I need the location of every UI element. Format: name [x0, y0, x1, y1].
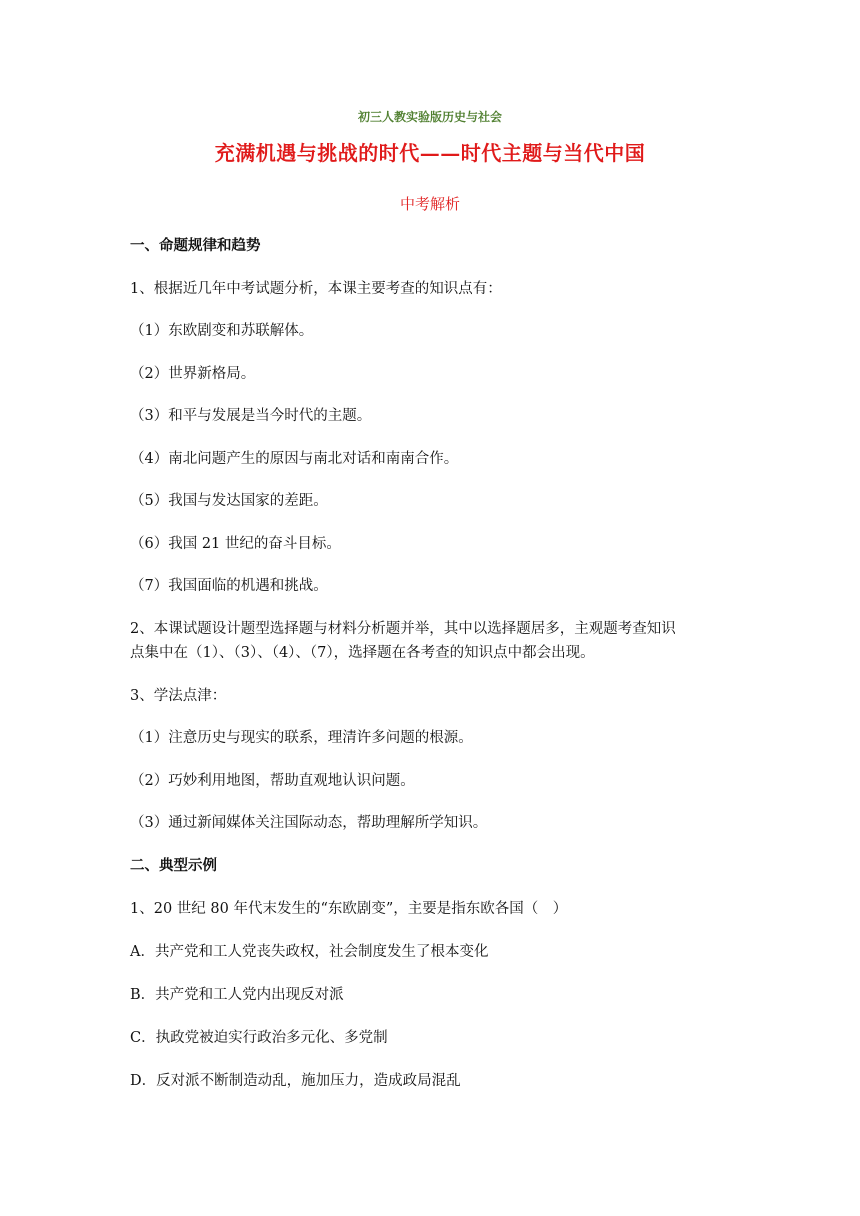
study-tip: （3）通过新闻媒体关注国际动态，帮助理解所学知识。 [130, 815, 488, 831]
knowledge-point: （4）南北问题产生的原因与南北对话和南南合作。 [130, 451, 459, 467]
document-subtitle: 初三人教实验版历史与社会 [357, 110, 502, 124]
knowledge-point: （1）东欧剧变和苏联解体。 [130, 323, 314, 339]
question-stem: 1、20 世纪 80 年代末发生的“东欧剧变”，主要是指东欧各国（ ） [130, 901, 568, 917]
item3-intro: 3、学法点津： [130, 688, 227, 704]
answer-option: B．共产党和工人党内出现反对派 [130, 987, 344, 1003]
knowledge-point: （3）和平与发展是当今时代的主题。 [130, 408, 372, 424]
knowledge-point: （5）我国与发达国家的差距。 [130, 493, 328, 509]
answer-option: C．执政党被迫实行政治多元化、多党制 [130, 1030, 388, 1046]
part2-heading: 二、典型示例 [130, 858, 217, 874]
item1-intro: 1、根据近几年中考试题分析，本课主要考查的知识点有： [130, 281, 502, 297]
study-tip: （1）注意历史与现实的联系，理清许多问题的根源。 [130, 730, 473, 746]
knowledge-point: （7）我国面临的机遇和挑战。 [130, 578, 328, 594]
item2-line2: 点集中在（1）、（3）、（4）、（7），选择题在各考查的知识点中都会出现。 [130, 645, 595, 661]
knowledge-point: （6）我国 21 世纪的奋斗目标。 [130, 536, 341, 552]
answer-option: A．共产党和工人党丧失政权，社会制度发生了根本变化 [130, 944, 489, 960]
item2-line1: 2、本课试题设计题型选择题与材料分析题并举，其中以选择题居多，主观题考查知识 [130, 621, 676, 637]
answer-option: D．反对派不断制造动乱，施加压力，造成政局混乱 [130, 1073, 461, 1089]
section-label: 中考解析 [399, 195, 460, 213]
knowledge-point: （2）世界新格局。 [130, 366, 256, 382]
document-title: 充满机遇与挑战的时代——时代主题与当代中国 [214, 141, 646, 165]
study-tip: （2）巧妙利用地图，帮助直观地认识问题。 [130, 773, 415, 789]
part1-heading: 一、命题规律和趋势 [130, 238, 261, 254]
